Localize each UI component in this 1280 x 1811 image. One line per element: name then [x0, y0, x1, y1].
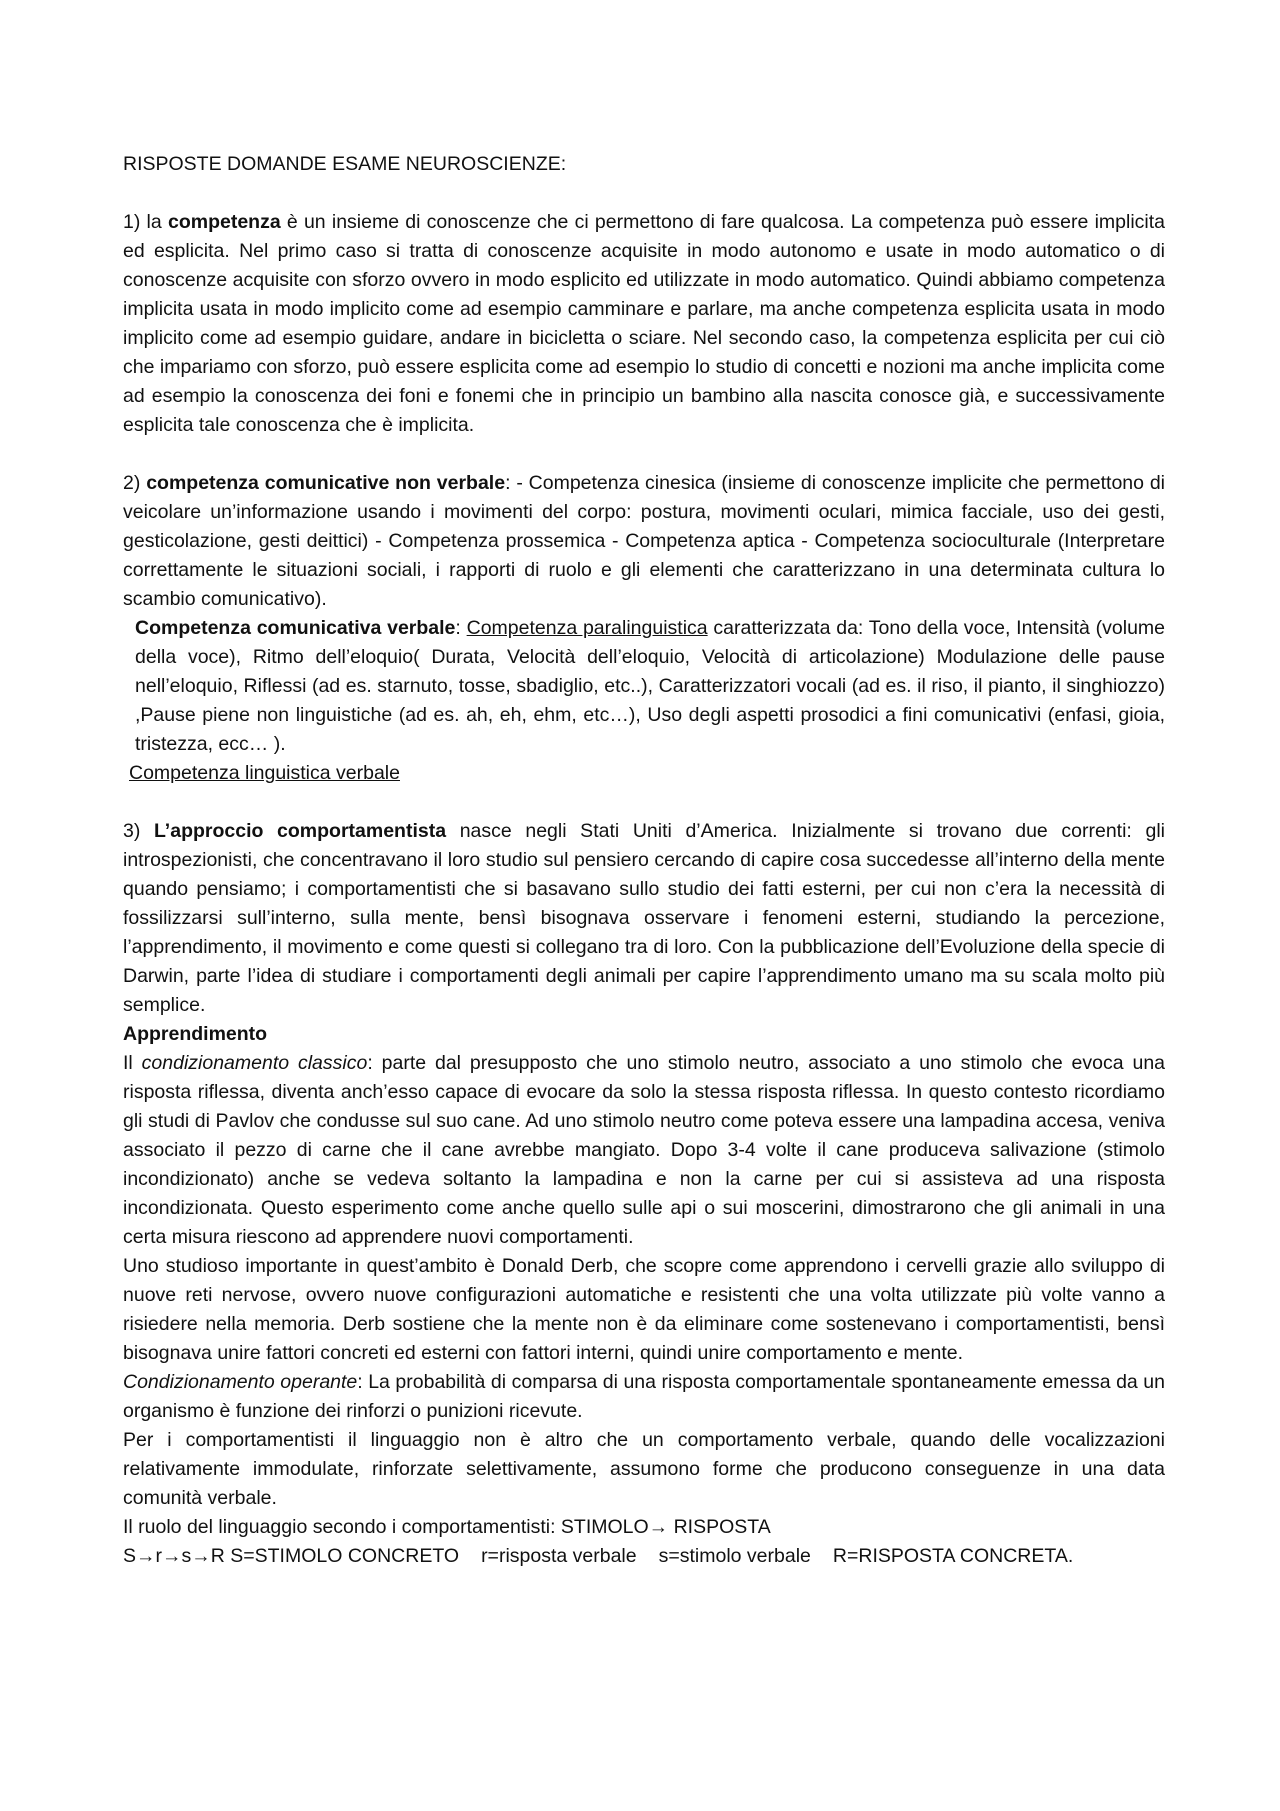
concrete-response-def: R=RISPOSTA CONCRETA.	[832, 1545, 1074, 1567]
linguistic-competence-label: Competenza linguistica verbale	[129, 762, 400, 784]
document-title: RISPOSTE DOMANDE ESAME NEUROSCIENZE:	[123, 153, 567, 175]
section-2-number: 2)	[123, 472, 147, 494]
learning-heading	[123, 1020, 1165, 1049]
section-2-term: competenza comunicative non verbale	[146, 472, 506, 494]
verbal-response-def: r=risposta verbale	[481, 1545, 637, 1567]
learning-heading-text: Apprendimento	[123, 1023, 268, 1045]
stimulus-chain-line	[123, 1542, 1165, 1571]
derb-paragraph: Uno studioso importante in quest’ambito è Donald Derb, che scopre come apprendono i cervelli grazie allo sviluppo di nuove reti nervose, ovvero nuove configurazioni automatiche e resistenti che una volta utilizzate più volte vanno a risiedere nella memoria. Derb sostiene che la mente non è da eliminare come sostenevano i comportamentisti, bensì bisognava unire fattori concreti ed esterni con fattori interni, quindi unire comportamento e mente.	[123, 1255, 1165, 1364]
operant-conditioning-paragraph	[123, 1368, 1165, 1426]
verbal-competence-term: Competenza comunicativa verbale	[135, 617, 456, 639]
section-2-text: : - Competenza cinesica (insieme di conoscenze implicite che permettono di veicolare un’informazione usando i movimenti del corpo: postura, movimenti oculari, mimica facciale, uso dei gesti, gesticolazione, gesti deittici) - Competenza prossemica - Competenza aptica - Competenza socioculturale (Interpretare correttamente le situazioni sociali, i rapporti di ruolo e gli elementi che caratterizzano in una determinata cultura lo scambio comunicativo).	[123, 472, 1165, 610]
classical-conditioning-paragraph	[123, 1049, 1165, 1252]
section-1	[123, 208, 1165, 440]
spacer	[123, 440, 1165, 469]
verbal-behavior-paragraph: Per i comportamentisti il linguaggio non è altro che un comportamento verbale, quando delle vocalizzazioni relativamente immodulate, rinforzate selettivamente, assumono forme che producono conseguenze in una data comunità verbale.	[123, 1429, 1165, 1509]
section-2	[123, 469, 1165, 614]
paralinguistic-text: caratterizzata da: Tono della voce, Intensità (volume della voce), Ritmo dell’eloquio( Durata, Velocità dell’eloquio, Velocità di articolazione) Modulazione delle pause nell’eloquio, Riflessi (ad es. starnuto, tosse, sbadiglio, etc..), Caratterizzatori vocali (ad es. il riso, il pianto, il singhiozzo) ,Pause piene non linguistiche (ad es. ah, eh, ehm, etc…), Uso degli aspetti prosodici a fini comunicativi (enfasi, gioia, tristezza, ecc… ).	[135, 617, 1166, 755]
operant-conditioning-text: : La probabilità di comparsa di una risposta comportamentale spontaneamente emessa da un organismo è funzione dei rinforzi o punizioni ricevute.	[123, 1371, 1165, 1422]
stimulus-chain: S→r→s→R S=STIMOLO CONCRETO	[123, 1545, 460, 1567]
document-page	[123, 150, 1165, 1571]
verbal-competence-paragraph	[123, 614, 1165, 759]
spacer	[123, 179, 1165, 208]
classical-prefix: Il	[123, 1052, 142, 1074]
section-1-text: è un insieme di conoscenze che ci permettono di fare qualcosa. La competenza può essere implicita ed esplicita. Nel primo caso si tratta di conoscenze acquisite in modo autonomo e usate in modo automatico o di conoscenze acquisite con sforzo ovvero in modo esplicito ed utilizzate in modo automatico. Quindi abbiamo competenza implicita usata in modo implicito come ad esempio camminare e parlare, ma anche competenza esplicita usata in modo implicito come ad esempio guidare, andare in bicicletta o sciare. Nel secondo caso, la competenza esplicita per cui ciò che impariamo con sforzo, può essere esplicita come ad esempio lo studio di concetti e nozioni ma anche implicita come ad esempio la conoscenza dei foni e fonemi che in principio un bambino alla nascita conosce già, e successivamente esplicita tale conoscenza che è implicita.	[123, 211, 1165, 436]
verbal-stimulus-def: s=stimolo verbale	[658, 1545, 811, 1567]
paralinguistic-label: Competenza paralinguistica	[466, 617, 708, 639]
operant-conditioning-term: Condizionamento operante	[123, 1371, 358, 1393]
classical-conditioning-term: condizionamento classico	[141, 1052, 368, 1074]
section-1-number: 1) la	[123, 211, 168, 233]
classical-conditioning-text: : parte dal presupposto che uno stimolo neutro, associato a uno stimolo che evoca una risposta riflessa, diventa anch’esso capace di evocare da solo la stessa risposta riflessa. In questo contesto ricordiamo gli studi di Pavlov che condusse sul suo cane. Ad uno stimolo neutro come poteva essere una lampadina accesa, veniva associato il pezzo di carne che il cane avrebbe mangiato. Dopo 3-4 volte il cane produceva salivazione (stimolo incondizionato) anche se vedeva soltanto la lampadina e non la carne per cui si assisteva ad una risposta incondizionata. Questo esperimento come anche quello sulle api o sui moscerini, dimostrarono che gli animali in una certa misura riescono ad apprendere nuovi comportamenti.	[123, 1052, 1166, 1248]
section-3-number: 3)	[123, 820, 154, 842]
verbal-competence-colon: :	[455, 617, 467, 639]
section-3	[123, 817, 1165, 1020]
section-3-term: L’approccio comportamentista	[153, 820, 447, 842]
section-3-text: nasce negli Stati Uniti d’America. Inizialmente si trovano due correnti: gli introspezionisti, che concentravano il loro studio sul pensiero cercando di capire cosa succedesse all’interno della mente quando pensiamo; i comportamentisti che si basavano sullo studio dei fatti esterni, per cui non c’era la necessità di fossilizzarsi sull’interno, sulla mente, bensì bisognava osservare i fenomeni esterni, studiando la percezione, l’apprendimento, il movimento e come questi si collegano tra di loro. Con la pubblicazione dell’Evoluzione della specie di Darwin, parte l’idea di studiare i comportamenti degli animali per capire l’apprendimento umano ma su scala molto più semplice.	[123, 820, 1165, 1016]
section-1-term: competenza	[167, 211, 281, 233]
language-role-line: Il ruolo del linguaggio secondo i comportamentisti: STIMOLO→ RISPOSTA	[123, 1516, 771, 1538]
spacer	[123, 788, 1165, 817]
linguistic-competence-line	[123, 759, 1165, 788]
